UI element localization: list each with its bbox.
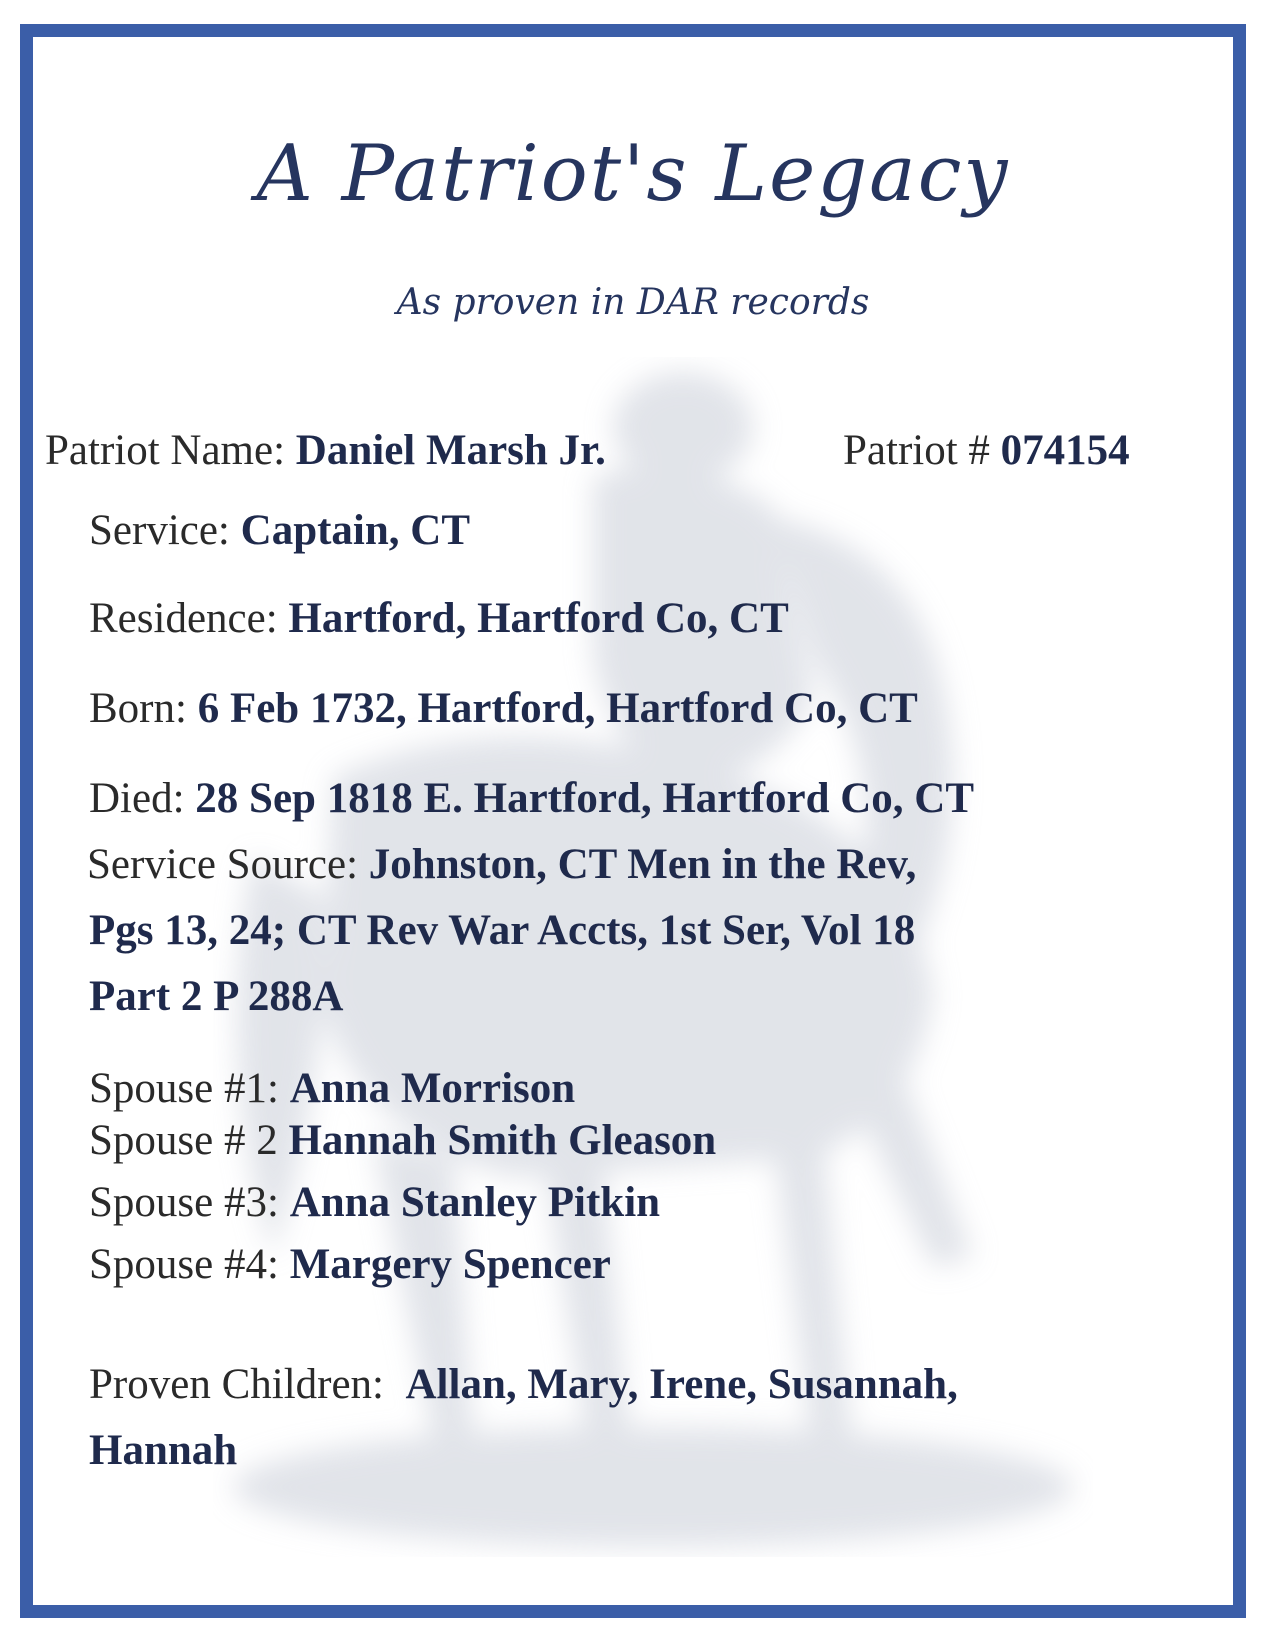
children-line-2: [89, 1429, 237, 1472]
spouse-name: Margery Spencer: [289, 1241, 611, 1288]
patriot-name: Daniel Marsh Jr.: [295, 427, 606, 474]
spouse-line-3: [89, 1181, 660, 1224]
page-frame: [20, 24, 1246, 1618]
died-line: [89, 777, 974, 820]
spouse-label: Spouse #1:: [89, 1065, 279, 1112]
service-source-line: [87, 843, 916, 886]
children-label: Proven Children:: [89, 1361, 384, 1408]
spouse-label: Spouse #4:: [89, 1241, 279, 1288]
service-value: Captain, CT: [240, 507, 471, 554]
died-label: Died:: [89, 775, 185, 822]
spouse-line-2: [89, 1119, 716, 1162]
patriot-number: 074154: [1000, 427, 1130, 474]
spouse-label: Spouse # 2: [89, 1117, 278, 1164]
born-value: 6 Feb 1732, Hartford, Hartford Co, CT: [197, 685, 918, 732]
spouse-name: Anna Stanley Pitkin: [289, 1179, 661, 1226]
service-source-line-3: [89, 975, 343, 1018]
spouse-name: Anna Morrison: [289, 1065, 576, 1112]
certificate-title: A Patriot's Legacy: [256, 129, 1010, 219]
spouse-line-1: [89, 1067, 575, 1110]
service-source-line-2: [89, 909, 915, 952]
spouse-label: Spouse #3:: [89, 1179, 279, 1226]
spouse-name: Hannah Smith Gleason: [288, 1117, 717, 1164]
service-label: Service:: [89, 507, 230, 554]
residence-value: Hartford, Hartford Co, CT: [288, 595, 789, 642]
service-line: [89, 509, 470, 552]
service-source-label: Service Source:: [87, 841, 359, 888]
patriot-name-line: [45, 429, 606, 472]
born-label: Born:: [89, 685, 187, 732]
spouse-line-4: [89, 1243, 611, 1286]
children-names-2: Hannah: [89, 1427, 238, 1474]
children-line: [89, 1363, 958, 1406]
service-source-value-1: Johnston, CT Men in the Rev,: [368, 841, 917, 888]
born-line: [89, 687, 918, 730]
residence-label: Residence:: [89, 595, 278, 642]
children-names-1: Allan, Mary, Irene, Susannah,: [405, 1361, 958, 1408]
service-source-value-3: Part 2 P 288A: [89, 973, 344, 1020]
patriot-name-label: Patriot Name:: [45, 427, 286, 474]
certificate-subtitle: As proven in DAR records: [396, 282, 870, 323]
certificate-content: [33, 37, 1233, 1605]
service-source-value-2: Pgs 13, 24; CT Rev War Accts, 1st Ser, Vol 18: [89, 907, 916, 954]
patriot-number-label: Patriot #: [843, 427, 990, 474]
died-value: 28 Sep 1818 E. Hartford, Hartford Co, CT: [195, 775, 975, 822]
patriot-number-line: [843, 429, 1130, 472]
residence-line: [89, 597, 789, 640]
